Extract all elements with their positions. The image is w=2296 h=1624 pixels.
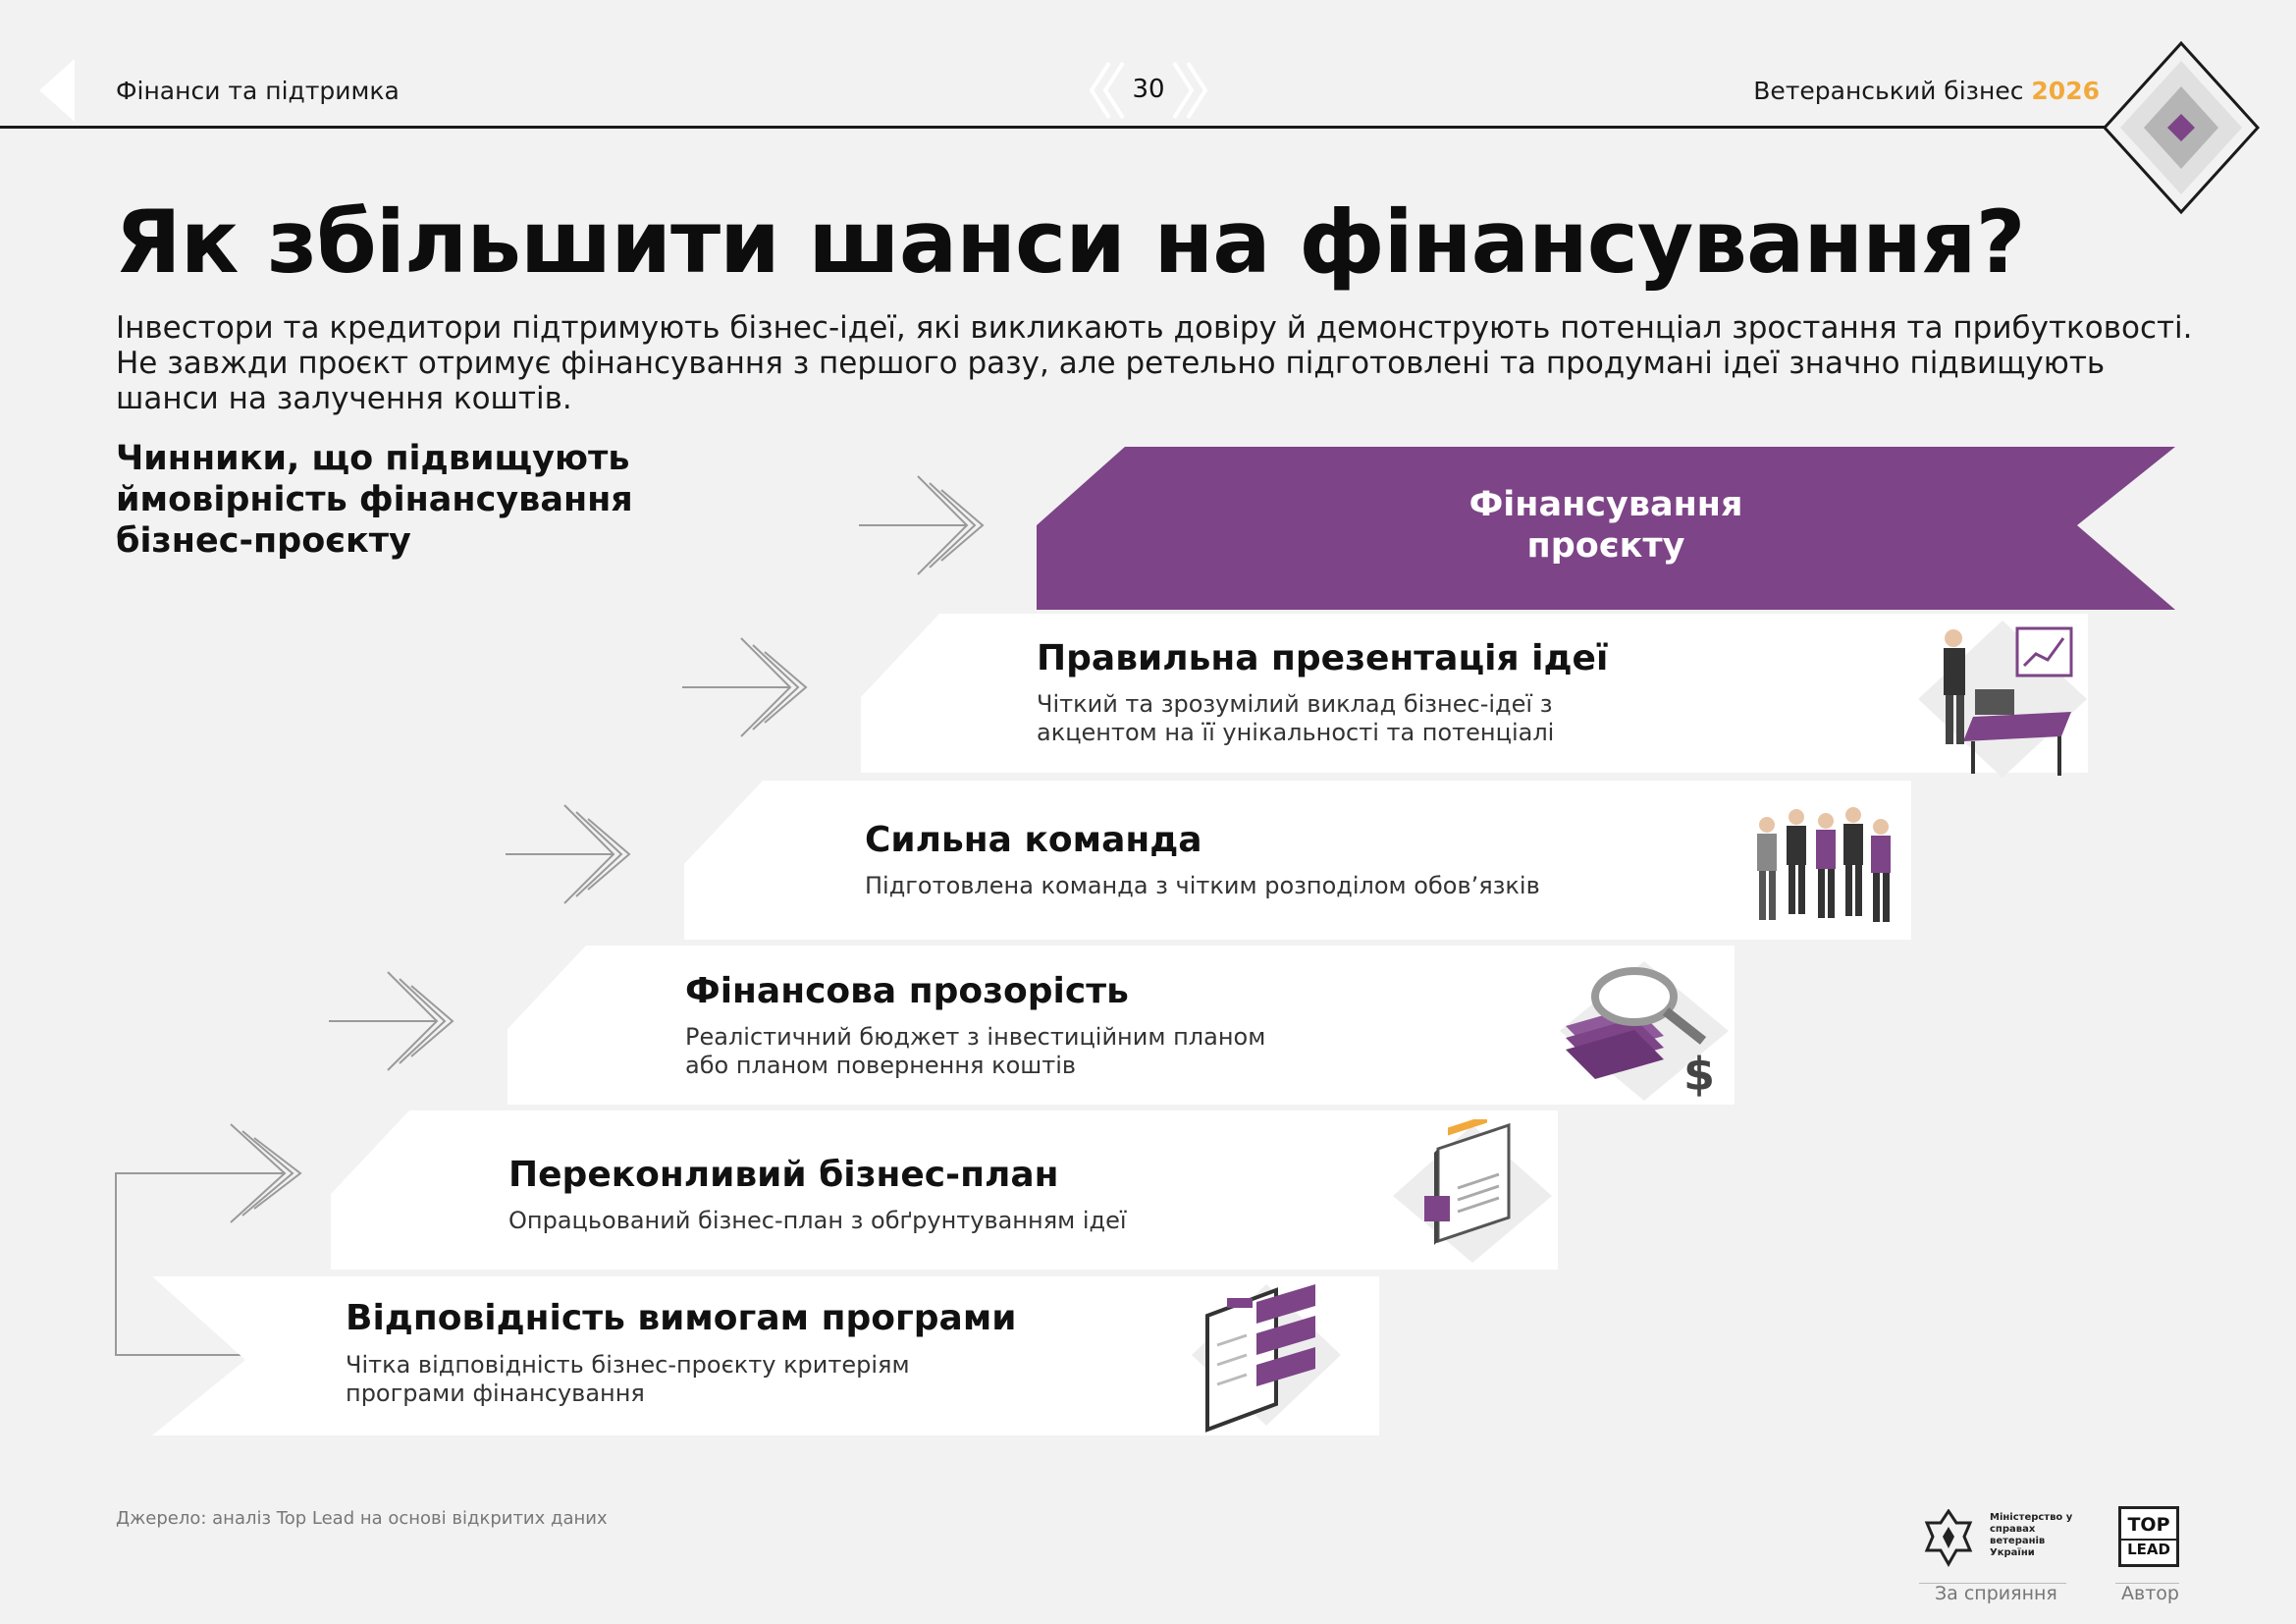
intro-paragraph: Інвестори та кредитори підтримують бізнес-ідеї, які викликають довіру й демонструють потенціал зростання та прибутковості. Не завжди проєкт отримує фінансування з першого разу, але ретельно підготовлені та продумані ідеї значно підвищують шанси на залучення коштів. xyxy=(116,310,2193,416)
step-description: Чітка відповідність бізнес-проєкту критеріям програми фінансування xyxy=(346,1351,910,1407)
footer-logos xyxy=(1919,1504,2184,1602)
diamond-logo-icon xyxy=(2101,39,2263,216)
checklist-clipboard-icon xyxy=(1188,1276,1345,1438)
svg-text:$: $ xyxy=(1683,1048,1716,1101)
step-title: Фінансова прозорість xyxy=(685,971,1129,1011)
brand-year: 2026 xyxy=(2031,77,2100,105)
author-label: Автор xyxy=(2121,1583,2179,1604)
step-card xyxy=(684,781,1911,940)
team-icon xyxy=(1745,805,1902,943)
factors-heading: Чинники, що підвищують ймовірність фінансування бізнес-проєкту xyxy=(116,439,633,561)
step-description: Опрацьований бізнес-план з обґрунтуванням ідеї xyxy=(508,1207,1127,1234)
top-lead-logo xyxy=(2118,1506,2179,1567)
financing-goal-label: Фінансування проєкту xyxy=(1468,485,1743,566)
ministry-label: За сприяння xyxy=(1935,1583,2057,1604)
factor-step-business-plan xyxy=(331,1110,1558,1270)
chevron-arrow-icon xyxy=(859,471,996,579)
step-title: Правильна презентація ідеї xyxy=(1037,638,1609,678)
factor-step-finance xyxy=(507,946,1735,1105)
factor-step-team xyxy=(684,781,1911,940)
step-description: Реалістичний бюджет з інвестиційним планом або планом повернення коштів xyxy=(685,1023,1266,1079)
header-divider xyxy=(0,126,2160,129)
chevron-arrow-icon xyxy=(682,633,820,741)
brand-title xyxy=(1753,77,2100,105)
page-number-text: 30 xyxy=(1132,75,1165,104)
step-title: Сильна команда xyxy=(865,820,1202,860)
chevron-arrow-icon xyxy=(506,800,643,908)
top-lead-logo-top: TOP xyxy=(2127,1514,2170,1536)
top-lead-logo-bottom: LEAD xyxy=(2121,1539,2176,1558)
source-note: Джерело: аналіз Top Lead на основі відкритих даних xyxy=(116,1508,608,1529)
page-number xyxy=(1090,59,1207,122)
page-title: Як збільшити шанси на фінансування? xyxy=(115,191,2025,293)
step-description: Підготовлена команда з чітким розподілом обов’язків xyxy=(865,872,1540,899)
presentation-icon xyxy=(1914,619,2091,781)
step-description: Чіткий та зрозумілий виклад бізнес-ідеї з акцентом на її унікальності та потенціалі xyxy=(1037,690,1555,746)
business-plan-icon xyxy=(1389,1119,1556,1267)
step-title: Відповідність вимогам програми xyxy=(346,1298,1017,1338)
back-arrow-icon[interactable] xyxy=(39,59,75,122)
ministry-emblem-icon xyxy=(1919,1509,1978,1568)
financing-goal-banner xyxy=(1037,447,2175,610)
ministry-name: Міністерство у справах ветеранів України xyxy=(1990,1512,2073,1558)
step-title: Переконливий бізнес-план xyxy=(508,1155,1059,1195)
section-title: Фінанси та підтримка xyxy=(116,77,400,105)
money-magnifier-icon xyxy=(1556,957,1733,1105)
chevron-arrow-icon xyxy=(329,967,466,1075)
factor-step-presentation xyxy=(861,614,2088,773)
brand-name: Ветеранський бізнес xyxy=(1753,77,2024,105)
